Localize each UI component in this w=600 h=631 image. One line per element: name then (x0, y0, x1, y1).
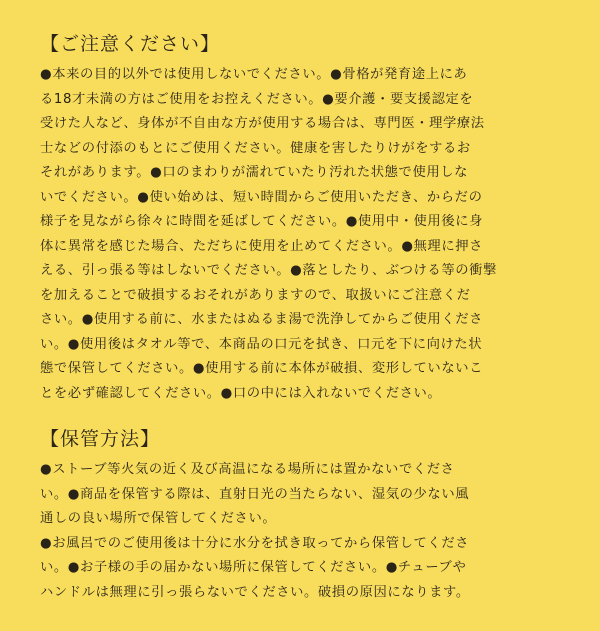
caution-line: を加えることで破損するおそれがありますので、取扱いにご注意くだ (40, 287, 471, 303)
caution-line: 態で保管してください。●使用する前に本体が破損、変形していないこ (40, 361, 484, 376)
storage-line: い。●商品を保管する際は、直射日光の当たらない、湿気の少ない風 (40, 486, 470, 502)
storage-body (40, 458, 562, 605)
caution-heading: 【ご注意ください】 (40, 33, 221, 55)
caution-line: それがあります。●口のまわりが濡れていたり汚れた状態で使用しな (40, 165, 469, 180)
caution-line: 受けた人など、身体が不自由な方が使用する場合は、専門医・理学療法 (40, 116, 485, 131)
caution-line: 様子を見ながら徐々に時間を延ばしてください。●使用中・使用後に身 (40, 214, 484, 229)
caution-line: る18才未満の方はご使用をお控えください。●要介護・要支援認定を (40, 91, 474, 107)
storage-line: ハンドルは無理に引っ張らないでください。破損の原因になります。 (40, 584, 470, 600)
caution-line: える、引っ張る等はしないでください。●落としたり、ぶつける等の衝撃 (40, 263, 497, 278)
storage-heading: 【保管方法】 (40, 428, 161, 450)
storage-line: い。●お子様の手の届かない場所に保管してください。●チューブや (40, 560, 467, 575)
caution-line: ●本来の目的以外では使用しないでください。●骨格が発育途上にあ (40, 67, 468, 82)
caution-body (40, 63, 562, 406)
caution-line: 士などの付添のもとにご使用ください。健康を害したりけがをするお (40, 140, 471, 156)
caution-line: 体に異常を感じた場合、ただちに使用を止めてください。●無理に押さ (40, 238, 484, 254)
caution-line: さい。●使用する前に、水またはぬるま湯で洗浄してからご使用くださ (40, 312, 484, 327)
caution-line: いでください。●使い始めは、短い時間からご使用いただき、からだの (40, 189, 483, 205)
storage-line: ●ストーブ等火気の近く及び高温になる場所には置かないでくださ (40, 462, 455, 477)
storage-line: ●お風呂でのご使用後は十分に水分を拭き取ってから保管してくださ (40, 535, 470, 551)
caution-line: い。●使用後はタオル等で、本商品の口元を拭き、口元を下に向けた状 (40, 336, 483, 352)
caution-line: とを必ず確認してください。●口の中には入れないでください。 (40, 385, 442, 401)
storage-line: 通しの良い場所で保管してください。 (40, 511, 277, 526)
